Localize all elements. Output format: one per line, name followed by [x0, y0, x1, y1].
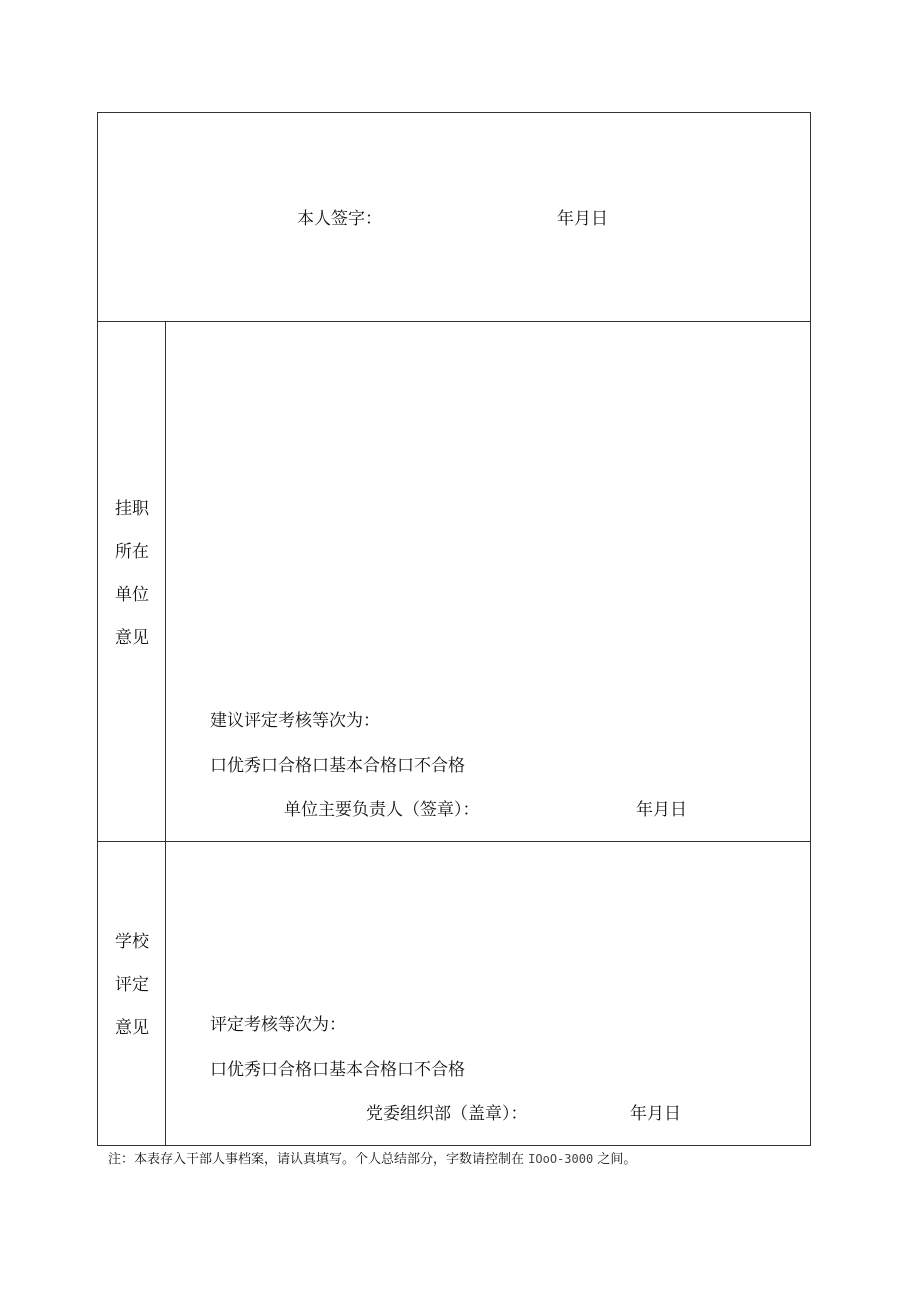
self-signature-row [98, 113, 810, 322]
unit-signer-label: 单位主要负责人（签章）： [284, 800, 480, 820]
school-grade-prompt: 评定考核等次为： [210, 1015, 346, 1035]
unit-opinion-row [98, 322, 810, 842]
unit-opinion-label-line: 所在 [115, 542, 149, 562]
unit-opinion-label-line: 意见 [115, 628, 149, 648]
school-opinion-label-line: 意见 [115, 1018, 149, 1038]
unit-opinion-label-line: 单位 [115, 585, 149, 605]
school-opinion-row [98, 842, 810, 1145]
school-opinion-label [98, 921, 166, 1050]
footnote [108, 1150, 636, 1169]
school-opinion-label-line: 学校 [115, 932, 149, 952]
school-grade-options: 口优秀口合格口基本合格口不合格 [210, 1060, 465, 1080]
school-signer-date: 年月日 [630, 1104, 681, 1124]
unit-signer-date: 年月日 [636, 800, 687, 820]
footnote-suffix: 之间。 [597, 1152, 637, 1167]
footnote-word-range: IOoO-3000 [528, 1152, 594, 1166]
footnote-prefix: 注：本表存入干部人事档案，请认真填写。个人总结部分，字数请控制在 [108, 1152, 525, 1167]
school-opinion-label-cell [98, 842, 166, 1145]
unit-opinion-label-cell [98, 322, 166, 841]
school-opinion-label-line: 评定 [115, 975, 149, 995]
unit-opinion-label [98, 488, 166, 660]
school-signer-label: 党委组织部（盖章）： [366, 1104, 528, 1124]
unit-suggest-prompt: 建议评定考核等次为： [210, 711, 380, 731]
unit-grade-options: 口优秀口合格口基本合格口不合格 [210, 756, 465, 776]
unit-opinion-label-line: 挂职 [115, 499, 149, 519]
self-signature-date: 年月日 [557, 209, 608, 229]
self-signature-label: 本人签字： [297, 209, 382, 229]
evaluation-form-table [97, 112, 811, 1146]
